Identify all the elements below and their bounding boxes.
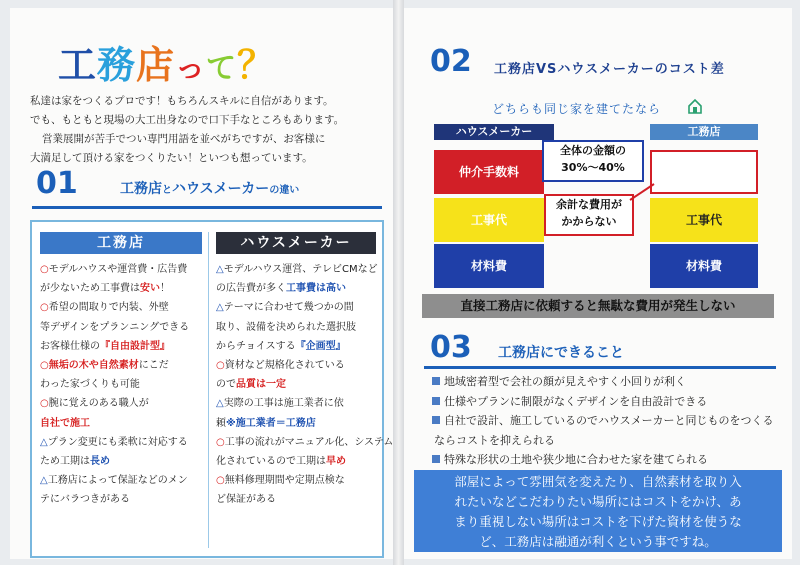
list-item [216, 471, 376, 490]
list-item [40, 337, 202, 356]
heading-particle: の [269, 185, 280, 196]
title-char: 工 [58, 43, 98, 87]
list-item [216, 260, 376, 279]
title-char: 店 [136, 43, 176, 87]
text-span: テーマに合わせて幾つかの間 [223, 302, 354, 314]
list-item [216, 375, 376, 394]
bullet-icon: ○ [40, 302, 49, 314]
list-item [216, 394, 376, 413]
section-number: 01 [36, 166, 78, 201]
savings-connector [630, 184, 654, 200]
bullet-icon: ○ [216, 436, 225, 448]
section-number: 03 [430, 330, 472, 365]
text-span: 『企画型』 [295, 340, 346, 352]
housemaker-fee-bar: 仲介手数料 [434, 150, 544, 194]
section-heading [120, 178, 299, 198]
list-item [40, 414, 202, 433]
list-item [216, 337, 376, 356]
heading-housemaker: ハウスメーカー [172, 181, 270, 197]
callout-line: 余計な費用が [556, 198, 622, 211]
housemaker-label: ハウスメーカー [434, 124, 554, 140]
housemaker-header: ハウスメーカー [216, 232, 376, 254]
bullet-icon: △ [216, 398, 224, 410]
text-span: モデルハウスや運営費・広告費 [48, 264, 188, 275]
text-span: の広告費が多く [216, 283, 286, 295]
list-item [216, 356, 376, 375]
bullet-icon: ○ [216, 475, 225, 487]
list-item [40, 452, 202, 471]
text-span: テにバラつきがある [40, 494, 130, 506]
text-span: わった家づくりも可能 [40, 379, 140, 391]
title-char: て [206, 51, 238, 86]
text-span: 頼 [216, 417, 226, 429]
title-char: 務 [97, 43, 137, 87]
list-item [432, 450, 777, 470]
list-item [216, 318, 376, 337]
list-item [40, 471, 202, 490]
section-underline [424, 366, 776, 369]
list-item [432, 372, 777, 392]
intro-line: 大満足して頂ける家をつくりたい！といつも想っています。 [30, 152, 313, 164]
bullet-icon: ○ [40, 398, 49, 410]
text-span: 取り、設備を決められた選択肢 [216, 321, 356, 333]
text-span: 『自由設計型』 [100, 340, 170, 352]
bullet-icon: △ [216, 264, 224, 275]
section-underline [32, 206, 382, 209]
text-span: 自社で施工 [40, 417, 90, 429]
text-span: 自社で設計、施工しているのでハウスメーカーと同じものをつくる [444, 414, 774, 427]
heading-particle: 違い [279, 185, 300, 196]
text-span: 安い [140, 283, 160, 295]
list-item [40, 279, 202, 298]
housemaker-material-bar: 材料費 [434, 244, 544, 288]
column-divider [208, 232, 209, 548]
list-item [40, 260, 202, 279]
list-item [216, 279, 376, 298]
summary-box [414, 470, 782, 552]
housemaker-construction-bar: 工事代 [434, 198, 544, 242]
list-item [216, 298, 376, 317]
text-span: 腕に覚えのある職人が [48, 398, 149, 410]
koumuten-header: 工務店 [40, 232, 202, 254]
koumuten-list [40, 260, 202, 510]
heading-koumuten: 工務店 [120, 181, 162, 197]
summary-line: れたいなどこだわりたい場所にはコストをかけ、あ [454, 494, 742, 509]
list-item [40, 298, 202, 317]
text-span: にこだ [138, 360, 169, 372]
callout-line: かからない [561, 215, 617, 228]
text-span: 実際の工事は施工業者に依 [223, 398, 344, 410]
text-span: ※施工業者＝工務店 [226, 417, 316, 429]
text-span: からチョイスする [216, 340, 296, 352]
housemaker-list [216, 260, 394, 510]
text-span: ど保証がある [216, 494, 276, 506]
text-span: 無垢の木や自然素材 [48, 360, 139, 372]
list-item [40, 490, 202, 509]
bullet-icon [432, 377, 440, 385]
left-page [10, 8, 393, 559]
page-gutter [393, 0, 404, 565]
section-subtitle: どちらも同じ家を建てたなら [492, 102, 662, 116]
title-char: っ [175, 51, 207, 86]
text-span: 工務店によって保証などのメン [47, 475, 188, 487]
right-page [404, 8, 792, 559]
list-item [216, 490, 376, 509]
list-item [216, 452, 376, 471]
koumuten-material-bar: 材料費 [650, 244, 758, 288]
text-span: 工事の流れがマニュアル化、システム [224, 436, 394, 448]
heading-suffix: にできること [540, 345, 624, 361]
bullet-icon: △ [216, 302, 224, 314]
text-span: 長め [90, 456, 110, 468]
bullet-icon [432, 455, 440, 463]
title-char: ？ [237, 43, 277, 87]
summary-line: まり重視しない場所はコストを下げた資材を使うな [454, 514, 742, 529]
text-span: 無料修理期間や定期点検な [224, 475, 345, 487]
text-span: プラン変更にも柔軟に対応する [47, 436, 188, 448]
bullet-icon: ○ [40, 264, 49, 275]
koumuten-label: 工務店 [650, 124, 758, 140]
summary-line: 部屋によって雰囲気を変えたり、自然素材を取り入 [454, 474, 742, 489]
list-item [216, 414, 376, 433]
bullet-icon [432, 416, 440, 424]
bullet-icon: △ [40, 475, 48, 487]
text-span: 等デザインをプランニングできる [40, 321, 190, 333]
list-item [432, 392, 777, 412]
koumuten-construction-bar: 工事代 [650, 198, 758, 242]
intro-text [30, 92, 385, 168]
text-span: 品質は一定 [236, 379, 286, 391]
list-item [40, 318, 202, 337]
list-item [40, 394, 202, 413]
bullet-icon: ○ [40, 360, 49, 372]
heading-koumuten: 工務店 [498, 345, 540, 361]
housemaker-column [216, 232, 394, 510]
section-heading: 工務店VSハウスメーカーのコスト差 [494, 62, 725, 77]
bullet-icon [432, 397, 440, 405]
list-item [40, 433, 202, 452]
comparison-box [30, 220, 394, 558]
text-span: 資材など規格化されている [224, 360, 345, 372]
text-span: ため工期は [40, 456, 90, 468]
text-span: が少ないため工事費は [40, 283, 140, 295]
summary-banner: 直接工務店に依頼すると無駄な費用が発生しない [422, 294, 774, 318]
callout-connectors [404, 8, 792, 308]
summary-line: ど、工務店は融通が利くという事ですね。 [479, 534, 717, 549]
callout-line: 30%～40% [561, 161, 625, 174]
list-item [40, 375, 202, 394]
heading-particle: と [162, 185, 172, 196]
section-number: 02 [430, 44, 472, 79]
list-item [432, 411, 777, 431]
callout-line: 全体の金額の [560, 144, 626, 157]
text-span: 工事費は高い [286, 283, 346, 295]
text-span: ならコストを抑えられる [434, 433, 555, 447]
text-span: ！ [160, 283, 170, 295]
text-span: 早め [326, 456, 346, 468]
intro-line: 営業展開が苦手でつい専門用語を並べがちですが、お客様に [42, 133, 326, 145]
list-item [432, 431, 777, 451]
page-title [58, 34, 276, 89]
intro-line: 私達は家をつくるプロです！もちろんスキルに自信があります。 [30, 95, 334, 107]
text-span: 地域密着型で会社の顔が見えやすく小回りが利く [444, 375, 686, 388]
text-span: モデルハウス運営、テレビCMなど [223, 264, 378, 275]
text-span: 希望の間取りで内装、外壁 [48, 302, 169, 314]
text-span: 特殊な形状の土地や狭少地に合わせた家を建てられる [444, 453, 708, 466]
list-item [216, 433, 394, 452]
list-item [40, 356, 202, 375]
text-span: 仕様やプランに制限がなくデザインを自由設計できる [444, 394, 708, 408]
bullet-icon: △ [40, 436, 48, 448]
text-span: 化されているので工期は [216, 456, 326, 468]
intro-line: でも、もともと現場の大工出身なので口下手なところもあります。 [30, 114, 345, 126]
section-heading [498, 342, 624, 362]
text-span: ので [216, 379, 236, 391]
capability-list [432, 372, 777, 470]
koumuten-column [40, 232, 202, 510]
text-span: お客様仕様の [40, 340, 100, 352]
bullet-icon: ○ [216, 360, 225, 372]
